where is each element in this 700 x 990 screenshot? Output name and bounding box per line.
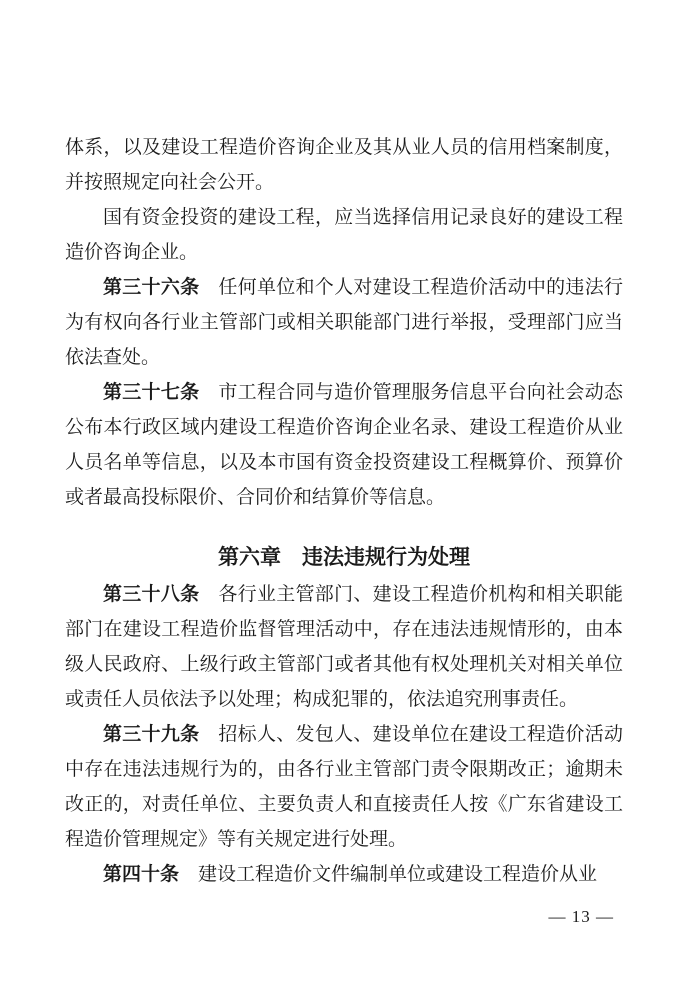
article-36-number: 第三十六条 [103, 277, 200, 298]
article-39-text: 招标人、发包人、建设单位在建设工程造价活动中存在违法违规行为的，由各行业主管部门责令限期改正；逾期未改正的，对责任单位、主要负责人和直接责任人按《广东省建设工程造价管理规定》等有关规定进行处理。 [65, 724, 623, 850]
article-40-text: 建设工程造价文件编制单位或建设工程造价从业 [198, 864, 598, 885]
page-number: — 13 — [548, 907, 614, 926]
paragraph-article-36 [65, 270, 623, 375]
paragraph-continuation: 体系，以及建设工程造价咨询企业及其从业人员的信用档案制度，并按照规定向社会公开。 [65, 137, 623, 193]
paragraph-state-funded-projects: 国有资金投资的建设工程，应当选择信用记录良好的建设工程造价咨询企业。 [65, 207, 623, 263]
article-38-number: 第三十八条 [103, 584, 200, 605]
article-39-number: 第三十九条 [103, 724, 200, 745]
article-40-number: 第四十条 [103, 864, 180, 885]
article-36-text: 任何单位和个人对建设工程造价活动中的违法行为有权向各行业主管部门或相关职能部门进行举报，受理部门应当依法查处。 [65, 277, 623, 368]
article-37-text: 市工程合同与造价管理服务信息平台向社会动态公布本行政区域内建设工程造价咨询企业名录、建设工程造价从业人员名单等信息，以及本市国有资金投资建设工程概算价、预算价或者最高投标限价、合同价和结算价等信息。 [65, 382, 623, 508]
paragraph-article-39 [65, 717, 623, 857]
article-38-text: 各行业主管部门、建设工程造价机构和相关职能部门在建设工程造价监督管理活动中，存在违法违规情形的，由本级人民政府、上级行政主管部门或者其他有权处理机关对相关单位或责任人员依法予以处理；构成犯罪的，依法追究刑事责任。 [65, 584, 623, 710]
paragraph-article-37 [65, 375, 623, 515]
chapter-6-heading: 第六章 违法违规行为处理 [218, 546, 470, 569]
article-37-number: 第三十七条 [103, 382, 200, 403]
paragraph-article-40 [65, 857, 623, 892]
document-body [65, 130, 623, 892]
paragraph-article-38 [65, 577, 623, 717]
